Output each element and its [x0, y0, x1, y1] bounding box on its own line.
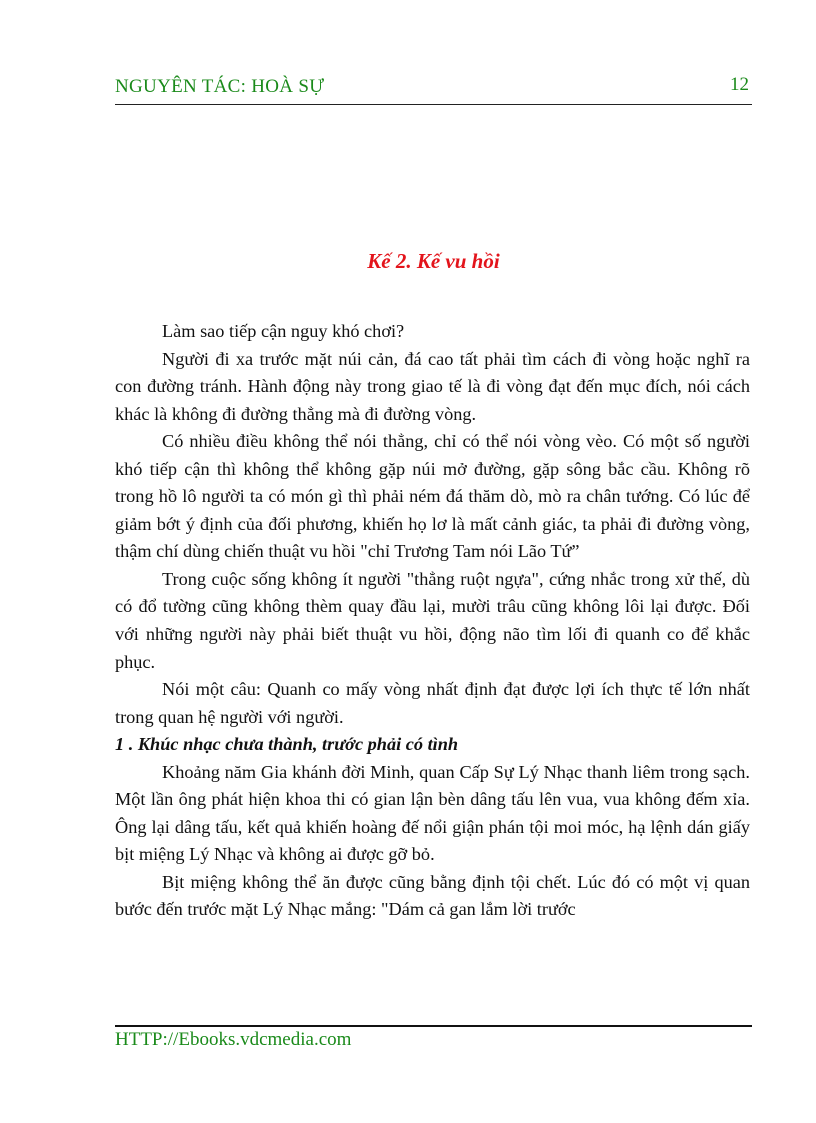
paragraph: Người đi xa trước mặt núi cản, đá cao tất phải tìm cách đi vòng hoặc nghĩ ra con đường tránh. Hành động này trong giao tế là đi vòng đạt đến mục đích, nói cách khác là không đi đường thẳng mà đi đường vòng.: [115, 348, 750, 424]
body-text: [115, 318, 750, 924]
paragraph: Khoảng năm Gia khánh đời Minh, quan Cấp Sự Lý Nhạc thanh liêm trong sạch. Một lần ông phát hiện khoa thi có gian lận bèn dâng tấu lên vua, vua không đếm xỉa. Ông lại dâng tấu, kết quả khiến hoàng đế nổi giận phán tội moi móc, hạ lệnh dán giấy bịt miệng Lý Nhạc và không ai được gỡ bỏ.: [115, 761, 750, 865]
page-header: [115, 72, 752, 105]
running-title: NGUYÊN TÁC: HOÀ SỰ: [115, 76, 325, 97]
page-number: 12: [730, 74, 749, 95]
footer-link[interactable]: HTTP://Ebooks.vdcmedia.com: [115, 1029, 352, 1050]
paragraph: Có nhiều điều không thể nói thẳng, chỉ có thể nói vòng vèo. Có một số người khó tiếp cận thì không thể không gặp núi mở đường, gặp sông bắc cầu. Không rõ trong hồ lô người ta có món gì thì phải ném đá thăm dò, mò ra chân tướng. Có lúc để giảm bớt ý định của đối phương, khiến họ lơ là mất cảnh giác, ta phải đi đường vòng, thậm chí dùng chiến thuật vu hồi "chỉ Trương Tam nói Lão Tứ”: [115, 431, 750, 562]
footer-rule: [115, 1025, 752, 1027]
section-heading: 1 . Khúc nhạc chưa thành, trước phải có tình: [115, 734, 459, 755]
paragraph: Bịt miệng không thể ăn được cũng bằng định tội chết. Lúc đó có một vị quan bước đến trước mặt Lý Nhạc mắng: "Dám cả gan lắm lời trước: [115, 871, 750, 920]
paragraph: Trong cuộc sống không ít người "thẳng ruột ngựa", cứng nhắc trong xử thế, dù có đổ tường cũng không thèm quay đầu lại, mười trâu cũng không lôi lại được. Đối với những người này phải biết thuật vu hồi, động não tìm lối đi quanh co để khắc phục.: [115, 568, 750, 672]
chapter-title: Kế 2. Kế vu hồi: [367, 249, 500, 273]
paragraph: Làm sao tiếp cận nguy khó chơi?: [162, 321, 405, 341]
paragraph: Nói một câu: Quanh co mấy vòng nhất định đạt được lợi ích thực tế lớn nhất trong quan hệ người với người.: [115, 679, 750, 727]
